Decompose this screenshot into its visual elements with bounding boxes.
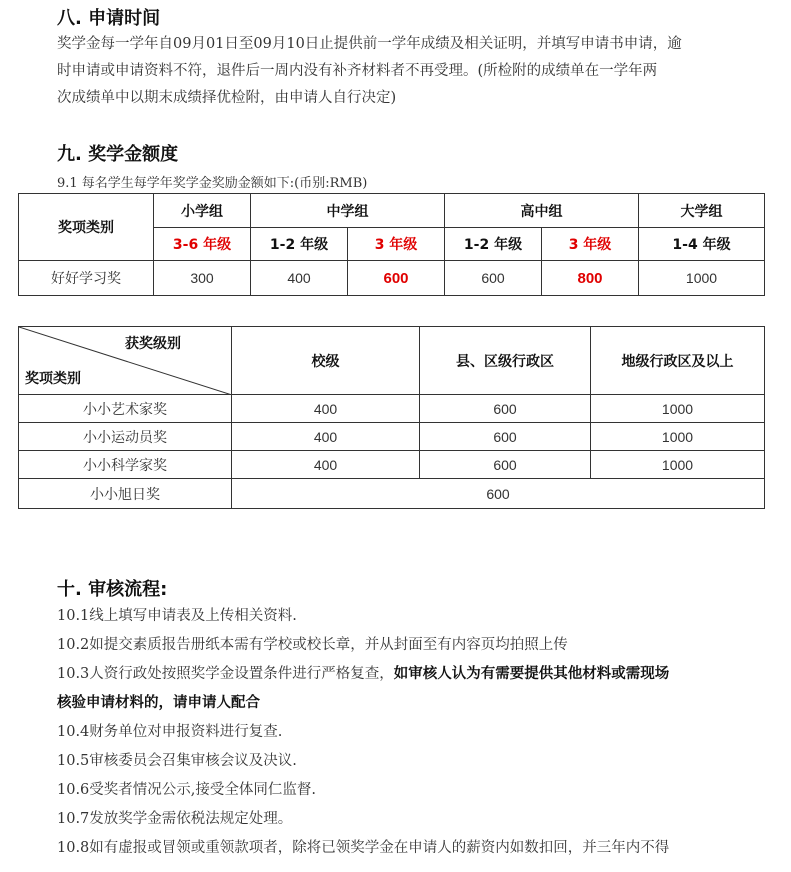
- section-10-item-3: [57, 661, 669, 688]
- table2-row-3-value-2: 600: [420, 451, 591, 479]
- section-8-line-3: 次成绩单中以期末成绩择优检附，由申请人自行决定): [57, 90, 397, 106]
- section-10-item-6: 10.6受奖者情况公示,接受全体同仁监督.: [57, 782, 317, 798]
- section-9-title: 九. 奖学金额度: [57, 144, 179, 165]
- table2-row-2-value-2: 600: [420, 423, 591, 451]
- section-8-line-2: 时申请或申请资料不符，退件后一周内没有补齐材料者不再受理。(所检附的成绩单在一学年两: [57, 63, 658, 79]
- section-10-item-1: 10.1线上填写申请表及上传相关资料.: [57, 608, 297, 624]
- table2-level-school: 校级: [232, 327, 420, 395]
- section-10-item-3-text: 10.3人资行政处按照奖学金设置条件进行严格复查，: [57, 666, 394, 682]
- award-table-2: [18, 326, 765, 509]
- section-10-item-3-bold-b: 核验申请材料的，请申请人配合: [57, 695, 260, 711]
- table1-grade-6: 1-4 年级: [639, 228, 765, 261]
- table2-diagonal-header: [19, 327, 232, 395]
- table2-row-2-value-3: 1000: [591, 423, 765, 451]
- table2-row-1-value-2: 600: [420, 395, 591, 423]
- section-10-title: 十. 审核流程:: [57, 579, 168, 600]
- table2-level-county: 县、区级行政区: [420, 327, 591, 395]
- table1-category-header: 奖项类别: [19, 194, 154, 261]
- table1-grade-5: 3 年级: [542, 228, 639, 261]
- table2-diag-top-label: 获奖级别: [125, 336, 181, 352]
- section-10-item-4: 10.4财务单位对申报资料进行复查.: [57, 724, 283, 740]
- table2-row-1-value-1: 400: [232, 395, 420, 423]
- table2-row-2-label: 小小运动员奖: [19, 423, 232, 451]
- table1-grade-4: 1-2 年级: [445, 228, 542, 261]
- table1-value-5: 800: [542, 261, 639, 296]
- table1-value-1: 300: [154, 261, 251, 296]
- table1-value-2: 400: [251, 261, 348, 296]
- section-8-title: 八. 申请时间: [57, 8, 161, 29]
- table1-group-middle: 中学组: [251, 194, 445, 228]
- table1-row-label: 好好学习奖: [19, 261, 154, 296]
- table2-level-prefecture: 地级行政区及以上: [591, 327, 765, 395]
- section-10-item-5: 10.5审核委员会召集审核会议及决议.: [57, 753, 297, 769]
- table2-row-3-value-3: 1000: [591, 451, 765, 479]
- table1-value-3: 600: [348, 261, 445, 296]
- section-10-item-3-bold-a: 如审核人认为有需要提供其他材料或需现场: [393, 666, 670, 682]
- table1-value-6: 1000: [639, 261, 765, 296]
- table2-row-2-value-1: 400: [232, 423, 420, 451]
- table1-value-4: 600: [445, 261, 542, 296]
- table2-row-3-label: 小小科学家奖: [19, 451, 232, 479]
- table2-diag-bottom-label: 奖项类别: [25, 371, 81, 387]
- table2-row-1-label: 小小艺术家奖: [19, 395, 232, 423]
- table2-last-row-value: 600: [232, 479, 765, 509]
- section-10-item-8: 10.8如有虚报或冒领或重领款项者，除将已领奖学金在申请人的薪资内如数扣回，并三年内不得: [57, 840, 670, 856]
- section-8-line-1: 奖学金每一学年自09月01日至09月10日止提供前一学年成绩及相关证明，并填写申请书申请，逾: [57, 36, 682, 52]
- table1-group-high: 高中组: [445, 194, 639, 228]
- table1-group-university: 大学组: [639, 194, 765, 228]
- section-10-item-7: 10.7发放奖学金需依税法规定处理。: [57, 811, 293, 827]
- table1-group-primary: 小学组: [154, 194, 251, 228]
- table1-grade-2: 1-2 年级: [251, 228, 348, 261]
- table2-row-3-value-1: 400: [232, 451, 420, 479]
- table1-grade-1: 3-6 年级: [154, 228, 251, 261]
- table2-last-row-label: 小小旭日奖: [19, 479, 232, 509]
- table1-grade-3: 3 年级: [348, 228, 445, 261]
- section-10-item-2: 10.2如提交素质报告册纸本需有学校或校长章，并从封面至有内容页均拍照上传: [57, 637, 568, 653]
- section-9-note: 9.1 每名学生每学年奖学金奖励金额如下:(币别:RMB): [57, 176, 368, 191]
- award-table-1: [18, 193, 765, 296]
- table2-row-1-value-3: 1000: [591, 395, 765, 423]
